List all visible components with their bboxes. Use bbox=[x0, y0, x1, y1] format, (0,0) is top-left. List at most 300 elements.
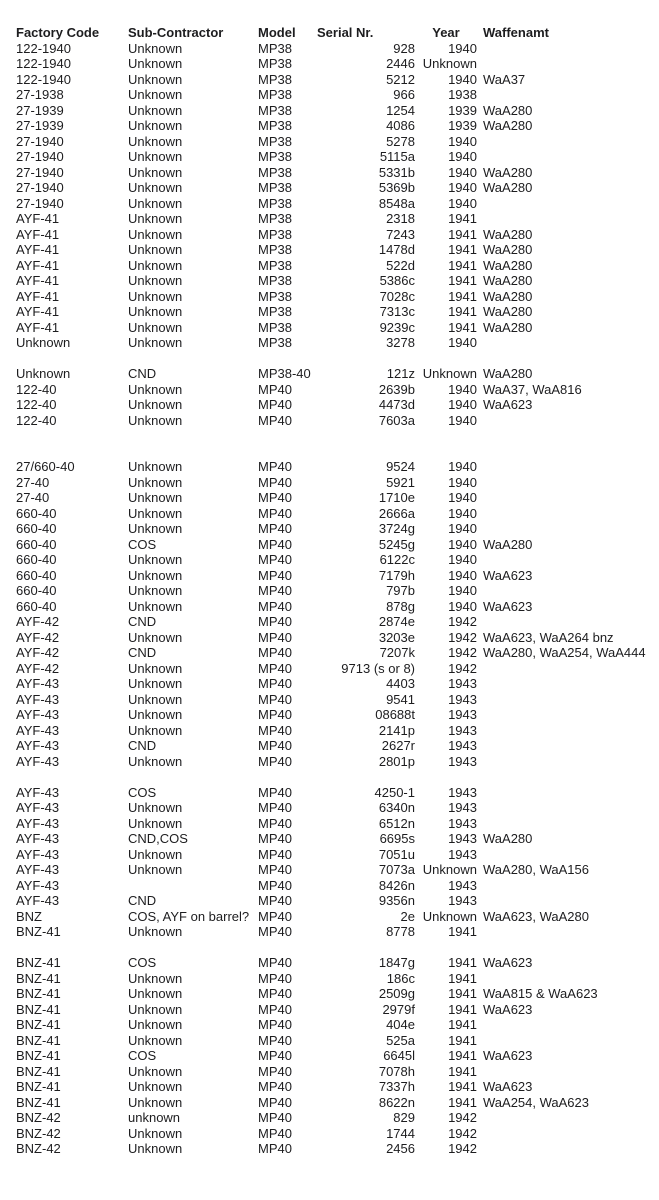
table-row-spacer bbox=[16, 444, 659, 460]
table-row bbox=[16, 211, 659, 227]
cell-model: MP40 bbox=[258, 629, 292, 645]
cell-serial-nr: 5921 bbox=[386, 474, 415, 490]
cell-factory-code: 27-40 bbox=[16, 490, 50, 505]
cell-factory-code: AYF-43 bbox=[16, 831, 60, 846]
cell-model: MP40 bbox=[258, 1063, 292, 1079]
cell-model: MP40 bbox=[258, 412, 292, 428]
cell-model: MP40 bbox=[258, 908, 292, 924]
cell-model: MP38 bbox=[258, 195, 292, 211]
cell-year: 1943 bbox=[448, 877, 477, 893]
cell-sub-contractor: Unknown bbox=[128, 505, 183, 521]
cell-factory-code: AYF-41 bbox=[16, 226, 60, 242]
cell-year: Unknown bbox=[422, 366, 477, 381]
cell-waffenamt: WaA280 bbox=[483, 319, 533, 335]
cell-sub-contractor: Unknown bbox=[128, 598, 183, 614]
cell-model: MP40 bbox=[258, 738, 292, 753]
cell-model: MP40 bbox=[258, 1110, 292, 1125]
cell-serial-nr: 1254 bbox=[386, 102, 415, 118]
cell-serial-nr: 4403 bbox=[386, 676, 415, 691]
cell-serial-nr: 5386c bbox=[379, 273, 415, 288]
table-row bbox=[16, 382, 659, 398]
cell-sub-contractor: Unknown bbox=[128, 474, 183, 490]
cell-sub-contractor: Unknown bbox=[128, 273, 183, 288]
cell-year: 1941 bbox=[448, 319, 477, 335]
cell-sub-contractor: Unknown bbox=[128, 815, 183, 831]
cell-year: 1943 bbox=[448, 831, 477, 846]
table-row bbox=[16, 56, 659, 72]
cell-sub-contractor: Unknown bbox=[128, 133, 183, 149]
cell-year: 1940 bbox=[448, 552, 477, 567]
cell-year: 1941 bbox=[448, 924, 477, 939]
table-row bbox=[16, 134, 659, 150]
cell-serial-nr: 6122c bbox=[379, 552, 415, 567]
table-row bbox=[16, 831, 659, 847]
cell-sub-contractor: Unknown bbox=[128, 71, 183, 87]
cell-model: MP40 bbox=[258, 459, 292, 474]
cell-model: MP38 bbox=[258, 56, 292, 71]
cell-serial-nr: 966 bbox=[393, 87, 415, 102]
cell-year: 1939 bbox=[448, 118, 477, 133]
cell-serial-nr: 7028c bbox=[379, 288, 415, 304]
cell-factory-code: 27-1940 bbox=[16, 195, 64, 211]
cell-year: 1943 bbox=[448, 815, 477, 831]
cell-sub-contractor: CND bbox=[128, 893, 157, 908]
cell-year: 1941 bbox=[448, 1063, 477, 1079]
cell-serial-nr: 829 bbox=[393, 1110, 415, 1125]
cell-sub-contractor: Unknown bbox=[128, 40, 183, 56]
cell-model: MP38 bbox=[258, 335, 292, 350]
cell-model: MP40 bbox=[258, 490, 292, 505]
cell-sub-contractor: Unknown bbox=[128, 1032, 183, 1048]
table-row bbox=[16, 1048, 659, 1064]
cell-serial-nr: 1847g bbox=[378, 955, 415, 970]
cell-factory-code: AYF-43 bbox=[16, 784, 60, 800]
cell-serial-nr: 7073a bbox=[378, 862, 415, 877]
cell-serial-nr: 525a bbox=[386, 1032, 415, 1048]
table-row bbox=[16, 676, 659, 692]
cell-waffenamt: WaA623 bbox=[483, 955, 533, 970]
cell-year: 1940 bbox=[448, 459, 477, 474]
cell-model: MP40 bbox=[258, 381, 292, 397]
cell-factory-code: AYF-41 bbox=[16, 242, 60, 257]
cell-sub-contractor: CND bbox=[128, 614, 157, 629]
cell-serial-nr: 928 bbox=[393, 40, 415, 56]
cell-factory-code: 660-40 bbox=[16, 505, 57, 521]
cell-serial-nr: 6512n bbox=[378, 815, 415, 831]
table-row bbox=[16, 1126, 659, 1142]
cell-model: MP38 bbox=[258, 273, 292, 288]
cell-factory-code: BNZ-41 bbox=[16, 1048, 61, 1063]
cell-factory-code: AYF-42 bbox=[16, 660, 60, 676]
table-row bbox=[16, 475, 659, 491]
cell-year: 1940 bbox=[448, 536, 477, 552]
table-row bbox=[16, 41, 659, 57]
cell-model: MP40 bbox=[258, 1001, 292, 1017]
table-row bbox=[16, 583, 659, 599]
cell-serial-nr: 1744 bbox=[386, 1125, 415, 1141]
cell-factory-code: BNZ-41 bbox=[16, 1079, 61, 1094]
cell-sub-contractor: Unknown bbox=[128, 660, 183, 676]
cell-sub-contractor: Unknown bbox=[128, 691, 183, 707]
cell-year: 1943 bbox=[448, 784, 477, 800]
header-model: Model bbox=[258, 25, 296, 40]
cell-serial-nr: 2318 bbox=[386, 211, 415, 226]
cell-factory-code: BNZ-41 bbox=[16, 1032, 61, 1048]
cell-year: 1941 bbox=[448, 257, 477, 273]
cell-serial-nr: 9541 bbox=[386, 691, 415, 707]
cell-year: 1940 bbox=[448, 397, 477, 412]
table-row bbox=[16, 506, 659, 522]
cell-factory-code: 660-40 bbox=[16, 567, 57, 583]
table-row bbox=[16, 754, 659, 770]
table-row bbox=[16, 738, 659, 754]
cell-factory-code: AYF-43 bbox=[16, 691, 60, 707]
cell-serial-nr: 5245g bbox=[378, 536, 415, 552]
table-row bbox=[16, 413, 659, 429]
cell-waffenamt: WaA280 bbox=[483, 366, 533, 381]
cell-factory-code: Unknown bbox=[16, 335, 71, 350]
cell-serial-nr: 878g bbox=[386, 598, 415, 614]
cell-sub-contractor: CND bbox=[128, 738, 157, 753]
cell-factory-code: 27/660-40 bbox=[16, 459, 75, 474]
cell-sub-contractor: Unknown bbox=[128, 970, 183, 986]
cell-waffenamt: WaA623 bbox=[483, 1001, 533, 1017]
table-row bbox=[16, 692, 659, 708]
table-row bbox=[16, 955, 659, 971]
cell-year: 1943 bbox=[448, 753, 477, 769]
cell-waffenamt: WaA623, WaA280 bbox=[483, 908, 589, 924]
cell-model: MP40 bbox=[258, 924, 292, 939]
cell-year: 1943 bbox=[448, 800, 477, 815]
cell-model: MP40 bbox=[258, 521, 292, 536]
cell-serial-nr: 186c bbox=[386, 970, 415, 986]
cell-model: MP38 bbox=[258, 211, 292, 226]
cell-factory-code: 660-40 bbox=[16, 536, 57, 552]
table-row bbox=[16, 273, 659, 289]
cell-waffenamt: WaA280 bbox=[483, 226, 533, 242]
cell-waffenamt: WaA623 bbox=[483, 567, 533, 583]
cell-sub-contractor: COS, AYF on barrel? bbox=[128, 908, 250, 924]
table-row bbox=[16, 893, 659, 909]
cell-factory-code: BNZ-42 bbox=[16, 1141, 61, 1156]
cell-serial-nr: 2509g bbox=[378, 986, 415, 1001]
cell-factory-code: 27-1940 bbox=[16, 133, 64, 149]
cell-year: 1940 bbox=[448, 474, 477, 490]
cell-serial-nr: 7243 bbox=[386, 226, 415, 242]
cell-serial-nr: 7603a bbox=[378, 412, 415, 428]
cell-factory-code: AYF-43 bbox=[16, 815, 60, 831]
cell-factory-code: 660-40 bbox=[16, 598, 57, 614]
table-row bbox=[16, 335, 659, 351]
table-row bbox=[16, 816, 659, 832]
cell-year: 1942 bbox=[448, 1110, 477, 1125]
cell-model: MP38 bbox=[258, 87, 292, 102]
cell-sub-contractor: Unknown bbox=[128, 459, 183, 474]
table-row bbox=[16, 521, 659, 537]
cell-year: 1943 bbox=[448, 722, 477, 738]
cell-sub-contractor: Unknown bbox=[128, 87, 183, 102]
header-factory-code: Factory Code bbox=[16, 25, 100, 40]
table-row bbox=[16, 723, 659, 739]
cell-model: MP40 bbox=[258, 474, 292, 490]
cell-waffenamt: WaA280 bbox=[483, 180, 533, 195]
table-row bbox=[16, 118, 659, 134]
cell-year: 1940 bbox=[448, 505, 477, 521]
cell-serial-nr: 2e bbox=[400, 908, 415, 924]
cell-factory-code: AYF-43 bbox=[16, 753, 60, 769]
cell-waffenamt: WaA623, WaA264 bnz bbox=[483, 629, 614, 645]
cell-year: Unknown bbox=[422, 56, 477, 71]
table-row bbox=[16, 289, 659, 305]
cell-serial-nr: 404e bbox=[386, 1017, 415, 1032]
table-row bbox=[16, 149, 659, 165]
table-row bbox=[16, 552, 659, 568]
cell-serial-nr: 7313c bbox=[379, 304, 415, 319]
cell-model: MP40 bbox=[258, 986, 292, 1001]
cell-serial-nr: 121z bbox=[386, 366, 415, 381]
cell-factory-code: AYF-42 bbox=[16, 629, 60, 645]
cell-year: 1941 bbox=[448, 211, 477, 226]
cell-model: MP38 bbox=[258, 226, 292, 242]
cell-serial-nr: 2627r bbox=[381, 738, 415, 753]
cell-factory-code: BNZ-41 bbox=[16, 924, 61, 939]
cell-year: 1939 bbox=[448, 102, 477, 118]
cell-waffenamt: WaA623 bbox=[483, 598, 533, 614]
table-row bbox=[16, 568, 659, 584]
cell-waffenamt: WaA280 bbox=[483, 102, 533, 118]
cell-sub-contractor: Unknown bbox=[128, 335, 183, 350]
header-sub-contractor: Sub-Contractor bbox=[128, 25, 224, 40]
cell-year: 1938 bbox=[448, 87, 477, 102]
table-row-spacer bbox=[16, 428, 659, 444]
cell-sub-contractor: COS bbox=[128, 1048, 157, 1063]
cell-year: 1940 bbox=[448, 412, 477, 428]
cell-model: MP40 bbox=[258, 800, 292, 815]
table-body bbox=[16, 41, 659, 1157]
cell-factory-code: 27-1939 bbox=[16, 118, 64, 133]
cell-waffenamt: WaA280 bbox=[483, 288, 533, 304]
cell-model: MP40 bbox=[258, 598, 292, 614]
table-row bbox=[16, 72, 659, 88]
cell-sub-contractor: Unknown bbox=[128, 567, 183, 583]
cell-sub-contractor: Unknown bbox=[128, 1141, 183, 1156]
cell-serial-nr: 2141p bbox=[378, 722, 415, 738]
cell-sub-contractor: Unknown bbox=[128, 319, 183, 335]
cell-model: MP38 bbox=[258, 288, 292, 304]
header-year: Year bbox=[432, 25, 460, 40]
cell-waffenamt: WaA815 & WaA623 bbox=[483, 986, 598, 1001]
table-row bbox=[16, 1033, 659, 1049]
cell-year: 1940 bbox=[448, 335, 477, 350]
cell-year: 1941 bbox=[448, 1001, 477, 1017]
cell-sub-contractor: Unknown bbox=[128, 924, 183, 939]
cell-model: MP40 bbox=[258, 567, 292, 583]
cell-factory-code: AYF-43 bbox=[16, 877, 60, 893]
table-row bbox=[16, 490, 659, 506]
cell-model: MP40 bbox=[258, 691, 292, 707]
cell-serial-nr: 9356n bbox=[378, 893, 415, 908]
table-row bbox=[16, 1002, 659, 1018]
cell-model: MP40 bbox=[258, 784, 292, 800]
cell-waffenamt: WaA254, WaA623 bbox=[483, 1094, 589, 1110]
table-row-spacer bbox=[16, 769, 659, 785]
cell-year: 1940 bbox=[448, 490, 477, 505]
serial-number-table bbox=[16, 25, 659, 1157]
table-row bbox=[16, 459, 659, 475]
cell-sub-contractor: Unknown bbox=[128, 1017, 183, 1032]
cell-model: MP38-40 bbox=[258, 366, 311, 381]
cell-serial-nr: 08688t bbox=[375, 707, 415, 722]
cell-factory-code: AYF-41 bbox=[16, 273, 60, 288]
table-row bbox=[16, 1095, 659, 1111]
cell-sub-contractor: Unknown bbox=[128, 226, 183, 242]
cell-sub-contractor: COS bbox=[128, 784, 157, 800]
cell-serial-nr: 2456 bbox=[386, 1141, 415, 1156]
cell-model: MP40 bbox=[258, 815, 292, 831]
table-row bbox=[16, 847, 659, 863]
cell-sub-contractor: Unknown bbox=[128, 753, 183, 769]
cell-year: 1940 bbox=[448, 40, 477, 56]
cell-sub-contractor: Unknown bbox=[128, 118, 183, 133]
table-row bbox=[16, 1141, 659, 1157]
cell-sub-contractor: Unknown bbox=[128, 195, 183, 211]
cell-model: MP38 bbox=[258, 102, 292, 118]
cell-factory-code: AYF-41 bbox=[16, 319, 60, 335]
cell-model: MP38 bbox=[258, 133, 292, 149]
cell-model: MP38 bbox=[258, 304, 292, 319]
cell-model: MP38 bbox=[258, 180, 292, 195]
table-row bbox=[16, 1079, 659, 1095]
cell-year: 1942 bbox=[448, 629, 477, 645]
table-row bbox=[16, 1110, 659, 1126]
cell-year: 1941 bbox=[448, 304, 477, 319]
table-row bbox=[16, 165, 659, 181]
cell-year: 1942 bbox=[448, 614, 477, 629]
cell-factory-code: BNZ-41 bbox=[16, 986, 61, 1001]
cell-year: 1940 bbox=[448, 381, 477, 397]
cell-waffenamt: WaA280, WaA254, WaA444 bbox=[483, 645, 646, 660]
cell-sub-contractor: Unknown bbox=[128, 1094, 183, 1110]
table-row bbox=[16, 645, 659, 661]
cell-sub-contractor: Unknown bbox=[128, 629, 183, 645]
cell-serial-nr: 8778 bbox=[386, 924, 415, 939]
cell-sub-contractor: Unknown bbox=[128, 412, 183, 428]
cell-year: 1940 bbox=[448, 195, 477, 211]
table-row bbox=[16, 320, 659, 336]
cell-year: 1941 bbox=[448, 986, 477, 1001]
cell-model: MP40 bbox=[258, 893, 292, 908]
cell-serial-nr: 8548a bbox=[378, 195, 415, 211]
cell-serial-nr: 522d bbox=[386, 257, 415, 273]
cell-serial-nr: 2446 bbox=[386, 56, 415, 71]
cell-year: 1940 bbox=[448, 71, 477, 87]
cell-sub-contractor: Unknown bbox=[128, 164, 183, 180]
cell-factory-code: BNZ-41 bbox=[16, 1063, 61, 1079]
cell-serial-nr: 797b bbox=[386, 583, 415, 598]
table-row bbox=[16, 242, 659, 258]
cell-model: MP38 bbox=[258, 149, 292, 164]
cell-year: 1940 bbox=[448, 521, 477, 536]
cell-serial-nr: 6645l bbox=[383, 1048, 415, 1063]
cell-model: MP40 bbox=[258, 645, 292, 660]
cell-year: 1940 bbox=[448, 149, 477, 164]
cell-factory-code: 122-40 bbox=[16, 412, 57, 428]
cell-model: MP40 bbox=[258, 1017, 292, 1032]
table-row bbox=[16, 614, 659, 630]
cell-serial-nr: 5212 bbox=[386, 71, 415, 87]
cell-sub-contractor: Unknown bbox=[128, 211, 183, 226]
cell-year: 1940 bbox=[448, 180, 477, 195]
cell-factory-code: AYF-43 bbox=[16, 862, 60, 877]
cell-serial-nr: 8622n bbox=[378, 1094, 415, 1110]
cell-sub-contractor: CND bbox=[128, 366, 157, 381]
cell-serial-nr: 3724g bbox=[378, 521, 415, 536]
cell-waffenamt: WaA623 bbox=[483, 1079, 533, 1094]
cell-factory-code: 122-1940 bbox=[16, 71, 71, 87]
cell-year: 1941 bbox=[448, 970, 477, 986]
cell-serial-nr: 5278 bbox=[386, 133, 415, 149]
table-row bbox=[16, 366, 659, 382]
cell-factory-code: 660-40 bbox=[16, 552, 57, 567]
cell-year: 1941 bbox=[448, 1079, 477, 1094]
cell-factory-code: AYF-43 bbox=[16, 676, 60, 691]
cell-sub-contractor: Unknown bbox=[128, 521, 183, 536]
table-row bbox=[16, 800, 659, 816]
cell-model: MP40 bbox=[258, 1094, 292, 1110]
cell-sub-contractor: Unknown bbox=[128, 722, 183, 738]
cell-serial-nr: 7179h bbox=[378, 567, 415, 583]
header-waffenamt: Waffenamt bbox=[483, 25, 549, 40]
cell-factory-code: AYF-41 bbox=[16, 211, 60, 226]
cell-year: 1942 bbox=[448, 1125, 477, 1141]
cell-waffenamt: WaA280 bbox=[483, 118, 533, 133]
cell-sub-contractor: Unknown bbox=[128, 1001, 183, 1017]
cell-year: 1942 bbox=[448, 1141, 477, 1156]
cell-sub-contractor: Unknown bbox=[128, 397, 183, 412]
cell-model: MP40 bbox=[258, 846, 292, 862]
cell-waffenamt: WaA280, WaA156 bbox=[483, 862, 589, 877]
cell-sub-contractor: COS bbox=[128, 536, 157, 552]
cell-serial-nr: 6695s bbox=[379, 831, 415, 846]
cell-year: 1940 bbox=[448, 583, 477, 598]
table-row bbox=[16, 707, 659, 723]
table-row bbox=[16, 599, 659, 615]
cell-serial-nr: 3203e bbox=[378, 629, 415, 645]
cell-factory-code: BNZ-41 bbox=[16, 970, 61, 986]
cell-factory-code: AYF-43 bbox=[16, 738, 60, 753]
cell-year: 1941 bbox=[448, 1094, 477, 1110]
cell-factory-code: BNZ-41 bbox=[16, 955, 61, 970]
cell-year: Unknown bbox=[422, 862, 477, 877]
table-row bbox=[16, 258, 659, 274]
cell-year: 1942 bbox=[448, 660, 477, 676]
table-row bbox=[16, 971, 659, 987]
cell-factory-code: Unknown bbox=[16, 366, 71, 381]
cell-serial-nr: 9524 bbox=[386, 459, 415, 474]
cell-factory-code: 122-1940 bbox=[16, 56, 71, 71]
cell-serial-nr: 7078h bbox=[378, 1063, 415, 1079]
cell-factory-code: AYF-43 bbox=[16, 800, 60, 815]
cell-model: MP40 bbox=[258, 676, 292, 691]
cell-sub-contractor: Unknown bbox=[128, 846, 183, 862]
table-row bbox=[16, 986, 659, 1002]
cell-factory-code: 122-40 bbox=[16, 397, 57, 412]
cell-sub-contractor: Unknown bbox=[128, 552, 183, 567]
cell-waffenamt: WaA280 bbox=[483, 273, 533, 288]
cell-model: MP40 bbox=[258, 1125, 292, 1141]
cell-model: MP38 bbox=[258, 319, 292, 335]
cell-factory-code: 27-40 bbox=[16, 474, 50, 490]
